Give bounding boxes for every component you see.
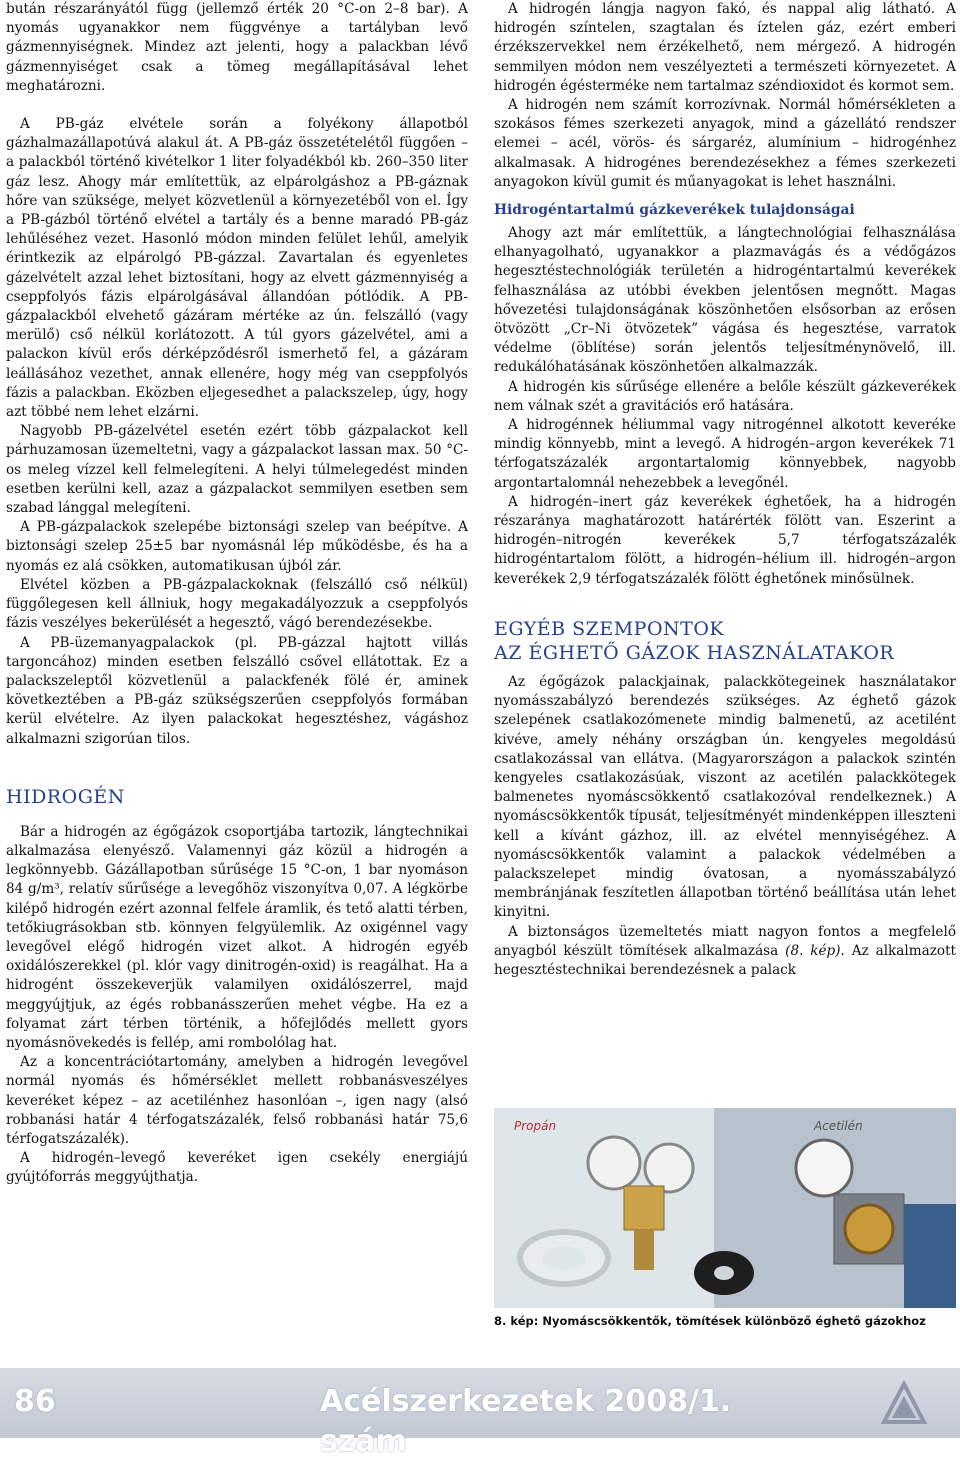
section-heading-egyeb: EGYÉB SZEMPONTOK: [494, 617, 725, 640]
paragraph: Ahogy azt már említettük, a lángtechnológiai felhasználása elhanyagolható, ugyanakkor a plazmavágás és a védőgázos hegesztéstechnológiák területén a hidrogéntartalmú keverékek felhasználása az utóbbi években jelentősen megnőtt. Magas hővezetési tulajdonságának köszönhetően elsősorban az erősen ötvözött „Cr–Ni ötvözetek” vágása és hegesztése, varratok védelme (öblítése) során jelentős teljesítménynövelő, ill. redukálóhatásának köszönhetően alkalmazzák.: [494, 225, 956, 376]
figure-reference: (8. kép).: [785, 942, 845, 959]
paragraph: A hidrogén nem számít korrozívnak. Normál hőmérsékleten a szokásos fémes szerkezeti anyagok, mind a gázellátó rendszer elemei – acél, vörös- és sárgaréz, alumínium – hidrogénhez alkalmasak. A hidrogénes berendezésekhez a fémes szerkezeti anyagokon kívül gumit és műanyagokat is lehet használni.: [494, 97, 956, 190]
right-column: [494, 0, 956, 980]
paragraph: Az a koncentrációtartomány, amelyben a hidrogén levegővel normál nyomás és hőmérséklet mellett robbanásveszélyes keveréket képez – az acetilénhez hasonlóan –, igen nagy (alsó robbanási határ 4 térfogatszázalék, felső robbanási határ 75,6 térfogatszázalék).: [6, 1054, 468, 1147]
subsection-heading: Hidrogéntartalmú gázkeverékek tulajdonságai: [494, 202, 855, 219]
page-footer: [0, 1368, 960, 1459]
journal-title: Acélszerkezetek 2008/1. szám: [320, 1384, 732, 1459]
paragraph: Elvétel közben a PB-gázpalackoknak (felszálló cső nélkül) függőlegesen kell állniuk, hogy megakadályozzuk a cseppfolyós fázis veszélyes bekerülését a hegesztő, vágó berendezésekbe.: [6, 576, 468, 632]
paragraph: A hidrogén lángja nagyon fakó, és nappal alig látható. A hidrogén színtelen, szagtalan és íztelen gáz, ezért emberi érzékszervekkel nem érzékelhető, nem mérgező. A hidrogén semmilyen módon nem veszélyezteti a természeti környezetet. A hidrogén égésterméke nem tartalmaz széndioxidot és kormot sem.: [494, 1, 956, 94]
section-heading-egyeb-2: AZ ÉGHETŐ GÁZOK HASZNÁLATAKOR: [494, 641, 895, 664]
paragraph: A hidrogén–inert gáz keverékek éghetőek, ha a hidrogén részaránya maghatározott határérték fölött van. Eszerint a hidrogén–nitrogén keverékek 5,7 térfogatszázalék hidrogéntartalom fölött, a hidrogén–hélium ill. hidrogén–argon keverékek 2,9 térfogatszázalék fölött éghetőnek minősülnek.: [494, 493, 956, 587]
paragraph: Nagyobb PB-gázelvétel esetén ezért több gázpalackot kell párhuzamosan üzemeltetni, vagy a gázpalackot lassan max. 50 °C-os meleg vízzel kell felmelegíteni. A helyi túlmelegedést minden esetben kerülni kell, azaz a gázpalackot semmilyen esetben sem szabad lánggal melegíteni.: [6, 423, 468, 517]
regulators-photo: [494, 1108, 956, 1308]
page-number: 86: [14, 1384, 56, 1419]
paragraph: [494, 923, 956, 981]
section-heading-hidrogen: HIDROGÉN: [6, 785, 125, 808]
left-column: [6, 0, 468, 1188]
paragraph-text: Az alkalmazott hegesztéstechnikai berendezésnek a palack: [494, 942, 956, 978]
acetylene-label: Acetilén: [814, 1119, 863, 1133]
figure-caption: 8. kép: Nyomáscsökkentők, tömítések különböző éghető gázokhoz: [494, 1314, 926, 1328]
paragraph: A PB-gáz elvétele során a folyékony állapotból gázhalmazállapotúvá alakul át. A PB-gáz összetételétől függően – a palackból történő kivételkor 1 liter folyadékból kb. 260–350 liter gáz lesz. Ahogy már említettük, az elpárolgáshoz a PB-gáznak hőre van szüksége, melyet közvetlenül a környezetéből von el. Így a PB-gázból történő elvétel a tartály és a benne maradó PB-gáz lehűléséhez vezet. Hasonló módon minden felület lehűl, amelyik érintkezik az elpárolgó PB-gázzal. Zavartalan és egyenletes gázelvételt azzal lehet biztosítani, hogy az elvett gázmennyiség a cseppfolyós fázis elpárolgásával állandóan pótlódik. A PB-gázpalackból elvehető gázáram mértéke az ún. felszálló (vagy merülő) cső nélkül korlátozott. A túl gyors gázelvétel, ami a palackon kívül erős dérképződésről ismerhető fel, a gázáram leállásához vezethet, annak ellenére, hogy még van cseppfolyós fázis a palackban. Eközben eljegesedhet a palackszelep, úgy, hogy azt többé nem lehet elzárni.: [6, 116, 468, 421]
paragraph: A hidrogén kis sűrűsége ellenére a belőle készült gázkeverékek nem válnak szét a gravitációs erő hatására.: [494, 378, 956, 414]
paragraph: A PB-üzemanyagpalackok (pl. PB-gázzal hajtott villás targoncához) minden esetben felszálló csővel ellátottak. Ez a palackszeleptől közvetlenül a palackfenék fölé ér, aminek következtében a PB-gáz szükségszerűen cseppfolyós formában kerül elvételre. Az ilyen palackokat hegesztéshez, vágáshoz alkalmazni szigorúan tilos.: [6, 634, 468, 747]
paragraph-text: A biztonságos üzemeltetés miatt nagyon fontos a megfelelő anyagból készült tömítések alkalmazása: [494, 923, 956, 959]
figure-8-photo: [494, 1108, 956, 1308]
paragraph: A hidrogénnek héliummal vagy nitrogénnel alkotott keveréke mindig könnyebb, mint a levegő. A hidrogén–argon keverékek 71 térfogatszázalék argontartalomig könnyebbek, nagyobb argontartalomnál nehezebbek a levegőnél.: [494, 417, 956, 491]
paragraph: A PB-gázpalackok szelepébe biztonsági szelep van beépítve. A biztonsági szelep 25±5 bar nyomásnál lép működésbe, és ha a nyomás ez alá csökken, automatikusan újból zár.: [6, 519, 468, 574]
journal-logo-icon: [880, 1380, 928, 1428]
propane-label: Propán: [514, 1119, 557, 1133]
paragraph: A hidrogén–levegő keveréket igen csekély energiájú gyújtóforrás meggyújthatja.: [6, 1150, 468, 1186]
paragraph: bután részarányától függ (jellemző érték 20 °C-on 2–8 bar). A nyomás ugyanakkor nem függvénye a tartályban levő gázmennyiségnek. Mindez azt jelenti, hogy a palackban lévő gázmennyiséget csak a tömeg megállapításával lehet meghatározni.: [6, 1, 468, 94]
paragraph: Az égőgázok palackjainak, palackkötegeinek használatakor nyomásszabályzó berendezés szükséges. Az éghető gázok szelepének csatlakozómenete mindig balmenetű, az acetilént kivéve, amely néhány országban ún. kengyeles megoldású csatlakozással van ellátva. (Magyarországon a palackok szintén kengyeles csatlakozásúak, viszont az acetilén palackkötegek balmenetes nyomáscsökkentő csatlakozóval rendelkeznek.) A nyomáscsökkentők típusát, teljesítményét mindenképpen illeszteni kell a kívánt gázhoz, ill. az elvétel mennyiségéhez. A nyomáscsökkentők valamint a palackok védelmében a palackszelepet mindig óvatosan, a nyomásszabályzó membránjának feszítetlen állapotban történő beállítása után lehet kinyitni.: [494, 673, 956, 921]
paragraph: Bár a hidrogén az égőgázok csoportjába tartozik, lángtechnikai alkalmazása elenyésző. Valamennyi gáz közül a hidrogén a legkönnyebb. Gázállapotban sűrűsége 15 °C-on, 1 bar nyomáson 84 g/m³, relatív sűrűsége a levegőhöz viszonyítva 0,07. A légkörbe kilépő hidrogén ezért azonnal felfele áramlik, és tető alatti térben, tetőkiugrásokban stb. könnyen felgyülemlik. Az oxigénnel vagy levegővel elégő hidrogén vizet alkot. A hidrogén egyéb oxidálószerekkel (pl. klór vagy dinitrogén-oxid) is reagálhat. Ha a hidrogént összekeverjük valamilyen oxidálószerrel, majd meggyújtjuk, az égés robbanásszerűen mehet végbe. Ha ez a folyamat zárt térben történik, a hőfejlődés mellett gyors nyomásnövekedés is fellép, ami rombolólag hat.: [6, 823, 468, 1051]
